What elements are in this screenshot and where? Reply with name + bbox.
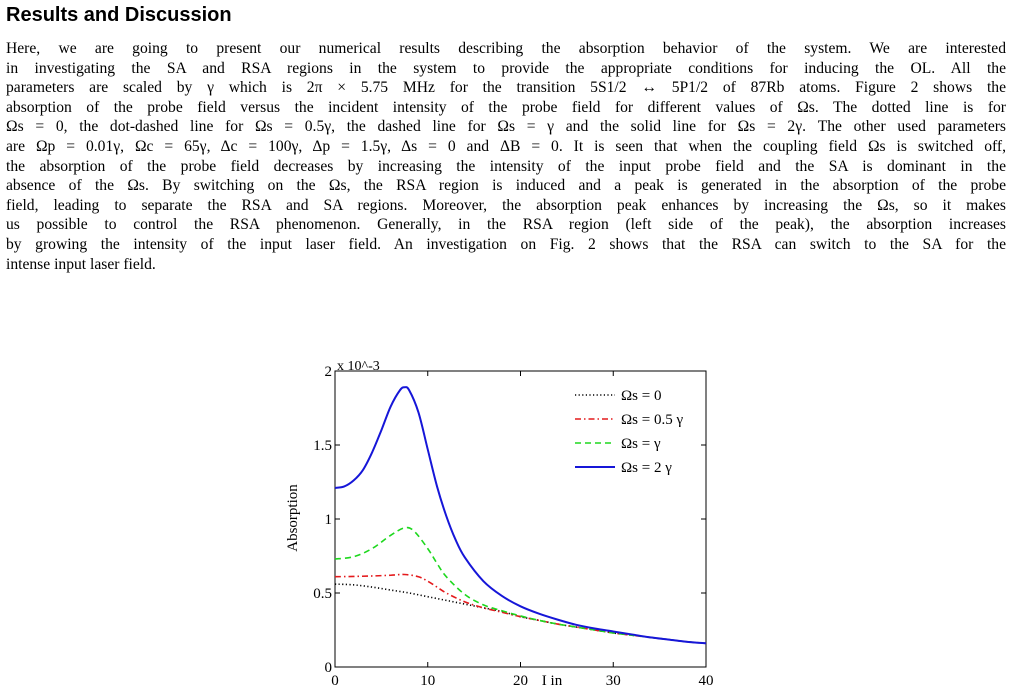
- x-tick-label: 10: [420, 673, 436, 688]
- paragraph-line: are Ωp = 0.01γ, Ωc = 65γ, Δc = 100γ, Δp = 1.5γ, Δs = 0 and ΔB = 0. It is seen that when the coupling field Ωs is switched off,: [6, 137, 1006, 155]
- paragraph-line: Here, we are going to present our numerical results describing the absorption behavior of the system. We are interested: [6, 40, 1006, 57]
- legend-label: Ωs = γ: [621, 436, 661, 452]
- series-line: [335, 574, 706, 643]
- absorption-figure: [270, 340, 730, 688]
- x-tick-label: 30: [605, 673, 621, 688]
- paragraph-line: absence of the Ωs. By switching on the Ωs, the RSA region is induced and a peak is generated in the absorption of the probe: [6, 177, 1006, 195]
- section-title: Results and Discussion: [6, 4, 232, 26]
- body-paragraph: [6, 39, 1006, 274]
- paragraph-line: Ωs = 0, the dot-dashed line for Ωs = 0.5γ, the dashed line for Ωs = γ and the solid line for Ωs = 2γ. The other used parameters: [6, 118, 1006, 136]
- paragraph-line: us possible to control the RSA phenomenon. Generally, in the RSA region (left side of the peak), the absorption increases: [6, 216, 1006, 234]
- y-axis-label: Absorption: [285, 484, 301, 552]
- paragraph-line: intense input laser field.: [6, 255, 156, 273]
- paragraph-line: parameters are scaled by γ which is 2π × 5.75 MHz for the transition 5S1/2 ↔ 5P1/2 of 87Rb atoms. Figure 2 shows the: [6, 79, 1006, 97]
- x-axis-label: I in: [541, 673, 563, 688]
- x-tick-label: 0: [331, 673, 339, 688]
- paragraph-line: field, leading to separate the RSA and SA regions. Moreover, the absorption peak enhances by increasing the Ωs, so it makes: [6, 196, 1006, 214]
- legend-label: Ωs = 0: [621, 388, 662, 404]
- x-tick-label: 20: [513, 673, 528, 688]
- y-tick-label: 1: [324, 512, 332, 528]
- legend: [575, 388, 683, 476]
- y-tick-label: 2: [324, 364, 332, 380]
- y-tick-label: 0.5: [313, 586, 332, 602]
- legend-label: Ωs = 2 γ: [621, 460, 672, 476]
- paragraph-line: the absorption of the probe field decreases by increasing the intensity of the input probe field and the SA is dominant in the: [6, 157, 1006, 175]
- y-tick-label: 0: [324, 660, 332, 676]
- y-tick-label: 1.5: [313, 438, 332, 454]
- paragraph-line: in investigating the SA and RSA regions in the system to provide the appropriate conditions for inducing the OL. All the: [6, 59, 1006, 77]
- series-line: [335, 584, 706, 643]
- x-tick-label: 40: [698, 673, 714, 688]
- legend-label: Ωs = 0.5 γ: [621, 412, 684, 428]
- paragraph-line: absorption of the probe field versus the incident intensity of the probe field for different values of Ωs. The dotted line is for: [6, 98, 1006, 116]
- absorption-chart: [270, 340, 730, 688]
- paragraph-line: by growing the intensity of the input laser field. An investigation on Fig. 2 shows that the RSA can switch to the SA for the: [6, 235, 1006, 253]
- series-line: [335, 528, 706, 644]
- y-scale-label: x 10^-3: [337, 359, 380, 374]
